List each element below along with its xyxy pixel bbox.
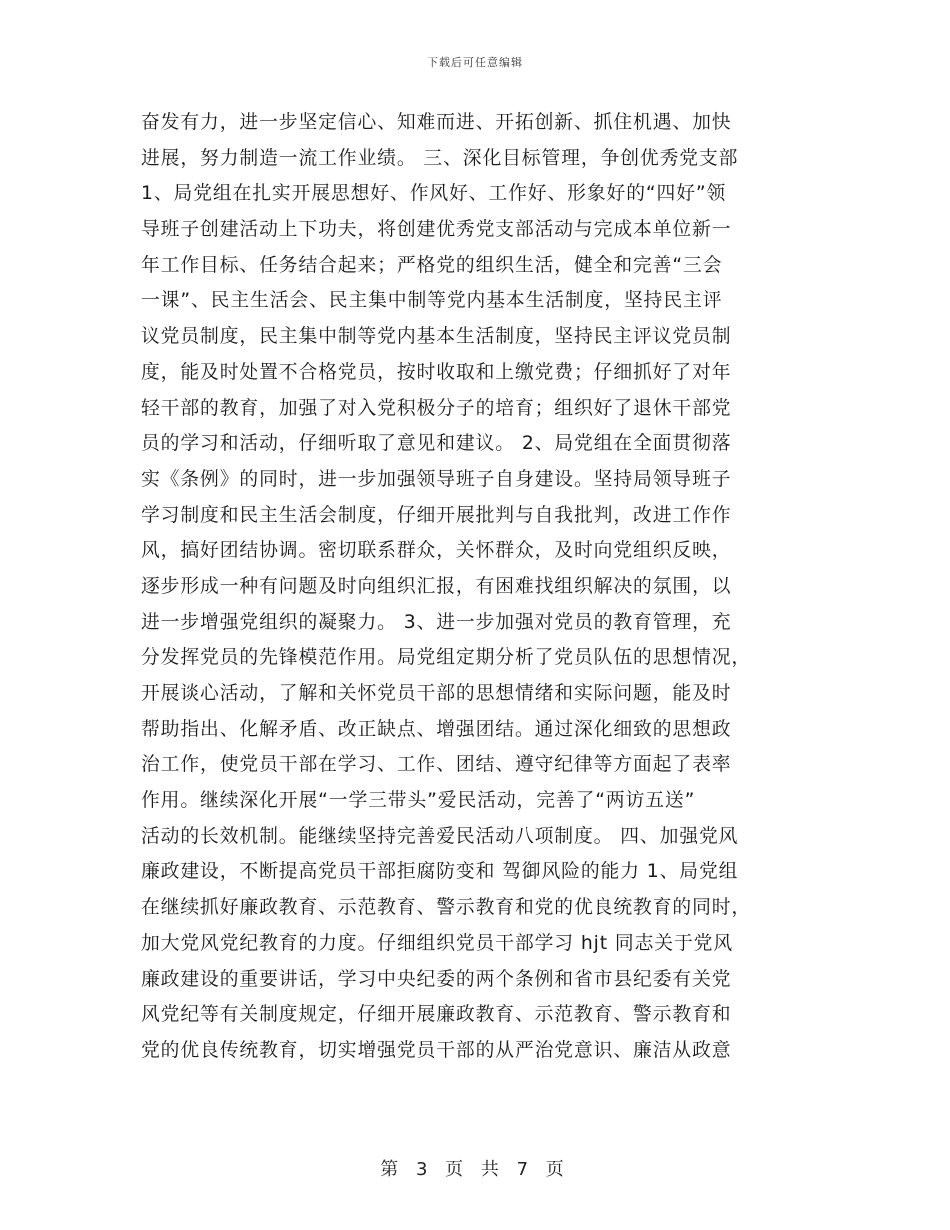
text-line: 1、局党组在扎实开展思想好、作风好、工作好、形象好的“四好”领 bbox=[141, 183, 727, 205]
text-line: 员的学习和活动，仔细听取了意见和建议。 2、局党组在全面贯彻落 bbox=[141, 433, 732, 455]
text-line: 作用。继续深化开展“一学三带头”爱民活动，完善了“两访五送” bbox=[141, 790, 696, 812]
text-line: 议党员制度，民主集中制等党内基本生活制度，坚持民主评议党员制 bbox=[141, 326, 732, 348]
text-line: 廉政建设，不断提高党员干部拒腐防变和 驾御风险的能力 1、局党组 bbox=[141, 861, 739, 883]
text-line: 导班子创建活动上下功夫，将创建优秀党支部活动与完成本单位新一 bbox=[141, 219, 732, 241]
text-line: 廉政建设的重要讲话，学习中央纪委的两个条例和省市县纪委有关党 bbox=[141, 968, 732, 990]
text-line: 年工作目标、任务结合起来；严格党的组织生活，健全和完善“三会 bbox=[141, 254, 723, 276]
text-line: 加大党风党纪教育的力度。仔细组织党员干部学习 hjt 同志关于党风 bbox=[141, 932, 733, 954]
text-line: 进一步增强党组织的凝聚力。 3、进一步加强对党员的教育管理，充 bbox=[141, 611, 732, 633]
page-number-footer: 第 3 页 共 7 页 bbox=[380, 1159, 570, 1180]
body-text bbox=[141, 105, 809, 1069]
text-line: 党的优良传统教育，切实增强党员干部的从严治党意识、廉洁从政意 bbox=[141, 1039, 732, 1061]
text-line: 在继续抓好廉政教育、示范教育、警示教育和党的优良统教育的同时， bbox=[141, 897, 752, 919]
text-line: 学习制度和民主生活会制度，仔细开展批判与自我批判，改进工作作 bbox=[141, 504, 732, 526]
text-line: 度，能及时处置不合格党员，按时收取和上缴党费；仔细抓好了对年 bbox=[141, 361, 732, 383]
text-line: 轻干部的教育，加强了对入党积极分子的培育；组织好了退休干部党 bbox=[141, 397, 732, 419]
text-line: 风，搞好团结协调。密切联系群众，关怀群众，及时向党组织反映， bbox=[141, 540, 732, 562]
text-line: 一课”、民主生活会、民主集中制等党内基本生活制度，坚持民主评 bbox=[141, 290, 723, 312]
text-line: 实《条例》的同时，进一步加强领导班子自身建设。坚持局领导班子 bbox=[141, 468, 732, 490]
page-header: 下载后可任意编辑 bbox=[427, 56, 523, 69]
text-line: 逐步形成一种有问题及时向组织汇报，有困难找组织解决的氛围，以 bbox=[141, 575, 732, 597]
text-line: 活动的长效机制。能继续坚持完善爱民活动八项制度。 四、加强党风 bbox=[141, 825, 739, 847]
text-line: 治工作，使党员干部在学习、工作、团结、遵守纪律等方面起了表率 bbox=[141, 754, 732, 776]
text-line: 帮助指出、化解矛盾、改正缺点、增强团结。通过深化细致的思想政 bbox=[141, 718, 732, 740]
text-line: 分发挥党员的先锋模范作用。局党组定期分析了党员队伍的思想情况， bbox=[141, 647, 752, 669]
text-line: 开展谈心活动，了解和关怀党员干部的思想情绪和实际问题，能及时 bbox=[141, 683, 732, 704]
text-line: 风党纪等有关制度规定，仔细开展廉政教育、示范教育、警示教育和 bbox=[141, 1004, 732, 1026]
text-line: 进展，努力制造一流工作业绩。 三、深化目标管理，争创优秀党支部 bbox=[141, 147, 739, 169]
text-line: 奋发有力，进一步坚定信心、知难而进、开拓创新、抓住机遇、加快 bbox=[141, 112, 732, 133]
